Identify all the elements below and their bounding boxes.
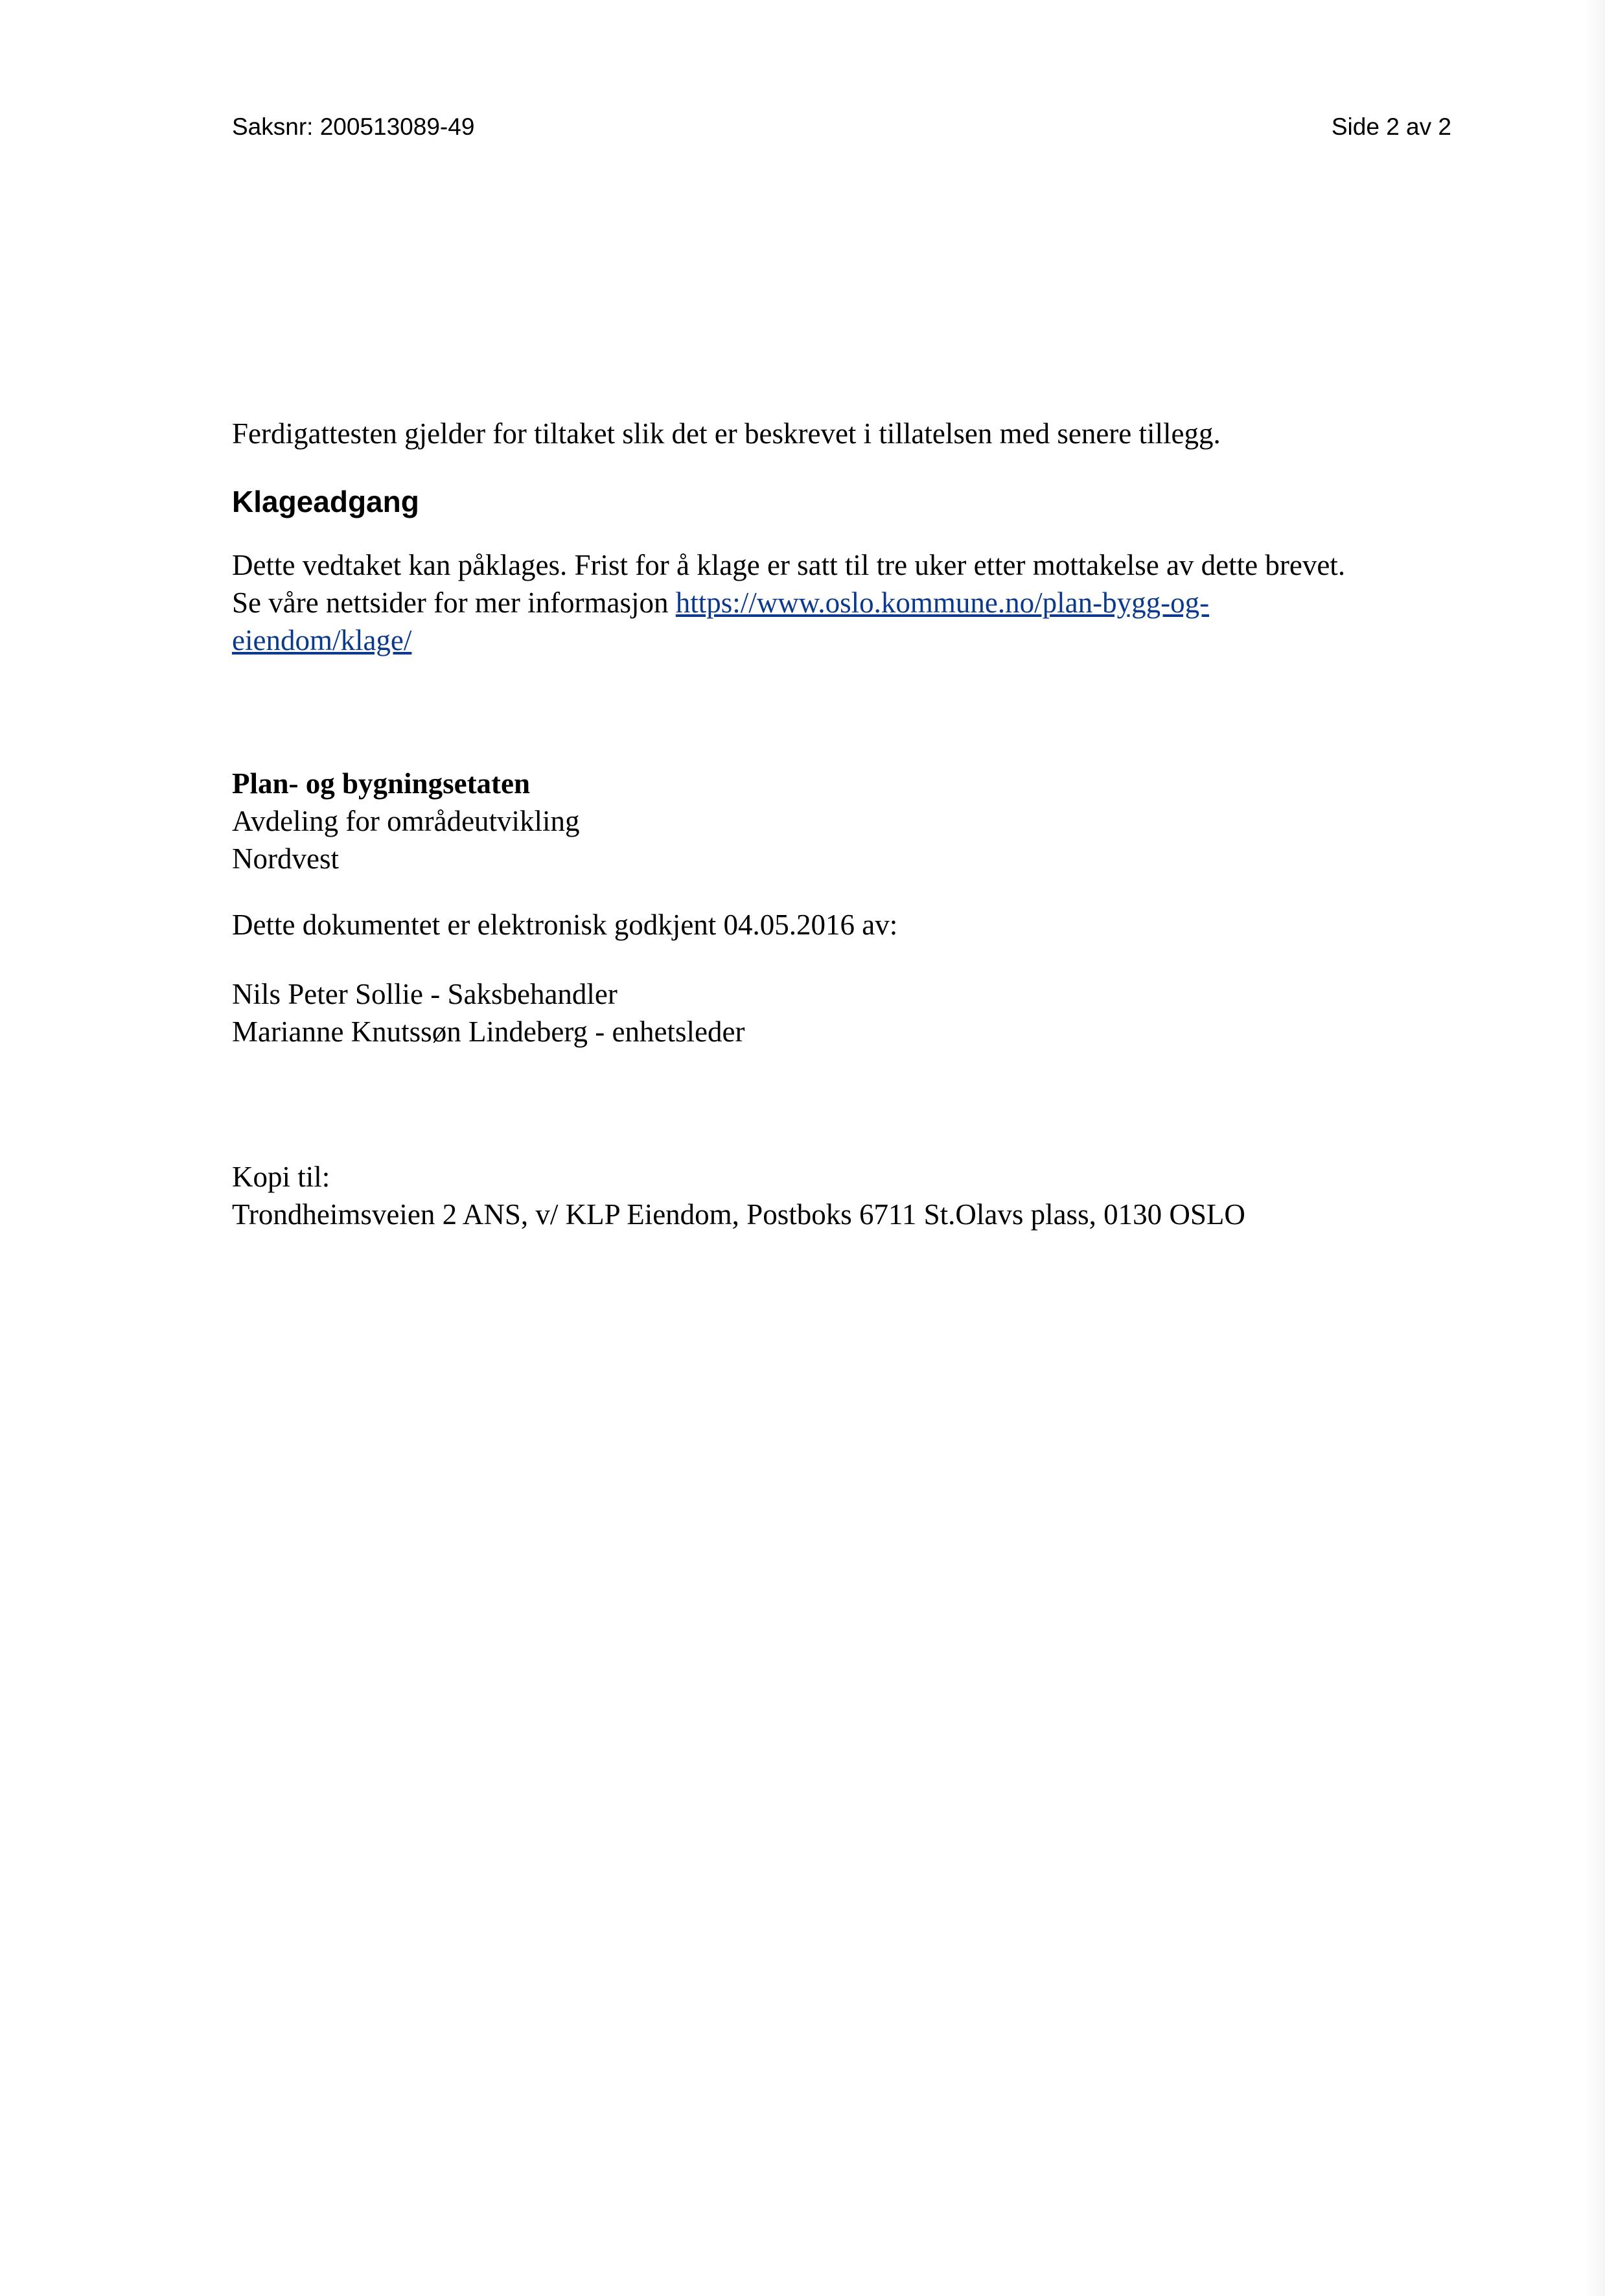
sender-agency: Plan- og bygningsetaten: [232, 767, 531, 800]
signers-list: [232, 975, 1463, 1050]
copy-recipient: Trondheimsveien 2 ANS, v/ KLP Eiendom, Postboks 6711 St.Olavs plass, 0130 OSLO: [232, 1198, 1245, 1231]
approval-text: Dette dokumentet er elektronisk godkjent 04.05.2016 av:: [232, 909, 898, 941]
appeal-link-part-2[interactable]: eiendom/klage/: [232, 624, 412, 656]
appeal-link-part-1[interactable]: https://www.oslo.kommune.no/plan-bygg-og-: [675, 586, 1210, 619]
appeal-link[interactable]: [676, 586, 1209, 619]
sender-block: [232, 765, 1463, 877]
sender-unit: Nordvest: [232, 842, 339, 875]
page-header: [232, 113, 1451, 146]
appeal-line-3: [232, 621, 1463, 659]
approval-statement: [232, 906, 1463, 944]
appeal-line-2: [232, 584, 1463, 621]
appeal-line-2-text: Se våre nettsider for mer informasjon: [232, 586, 676, 619]
appeal-paragraph: [232, 546, 1463, 659]
intro-text: Ferdigattesten gjelder for tiltaket slik det er beskrevet i tillatelsen med senere tillegg.: [232, 417, 1221, 450]
appeal-line-1: Dette vedtaket kan påklages. Frist for å klage er satt til tre uker etter mottakelse av dette brevet.: [232, 549, 1346, 581]
copy-block: [232, 1158, 1463, 1233]
case-number: Saksnr: 200513089-49: [232, 113, 475, 140]
intro-paragraph: [232, 415, 1463, 452]
copy-label: Kopi til:: [232, 1161, 330, 1193]
page-number: Side 2 av 2: [1331, 113, 1451, 140]
signer-item: Marianne Knutssøn Lindeberg - enhetsleder: [232, 1015, 745, 1048]
section-heading-appeal: Klageadgang: [232, 485, 419, 518]
appeal-link-continued[interactable]: [232, 624, 411, 656]
scan-edge-shadow: [1586, 0, 1605, 2296]
sender-department: Avdeling for områdeutvikling: [232, 805, 580, 837]
signer-item: Nils Peter Sollie - Saksbehandler: [232, 978, 618, 1010]
